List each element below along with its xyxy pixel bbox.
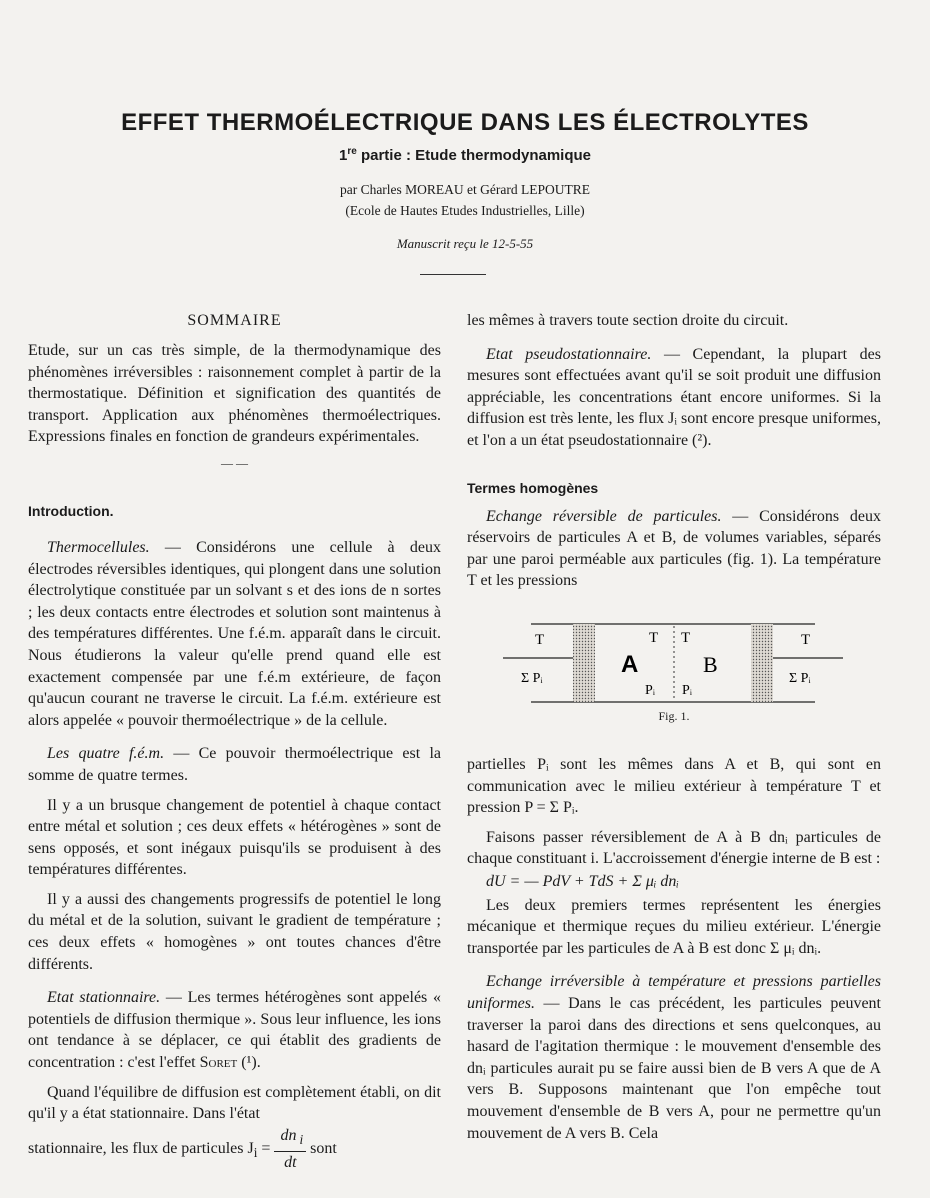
paragraph-faisons-passer: Faisons passer réversiblement de A à B dnᵢ particules de chaque constituant i. L'accroissement d'énergie interne de B est : [467, 828, 881, 868]
right-piston [751, 624, 773, 702]
authors: par Charles MOREAU et Gérard LEPOUTRE [339, 182, 591, 197]
title-divider [420, 274, 486, 275]
subtitle-ordinal: 1 [339, 147, 348, 164]
label-t-left: T [535, 632, 545, 648]
label-sum-left: Σ Pᵢ [521, 671, 543, 686]
label-t-a: T [649, 630, 659, 646]
article-subtitle [0, 146, 930, 164]
paragraph-deux-premiers-termes: Les deux premiers termes représentent les énergies mécanique et thermique reçues du milieu extérieur. L'énergie transportée par les particules de A à B est donc Σ μᵢ dnᵢ. [467, 896, 881, 957]
paragraph-quatre-fem: Les quatre f.é.m. — Ce pouvoir thermoélectrique est la somme de quatre termes. [28, 745, 441, 784]
received-date: Manuscrit reçu le 12-5-55 [396, 236, 534, 251]
left-piston [573, 624, 595, 702]
paragraph-pressions-partielles: partielles Pᵢ sont les mêmes dans A et B, qui sont en communication avec le milieu extérieur à température T et pression P = Σ Pᵢ. [467, 756, 881, 817]
figure-1-caption: Fig. 1. [658, 709, 690, 723]
label-t-b: T [681, 630, 691, 646]
right-column-upper [467, 310, 881, 592]
paragraph-pseudostationnaire: Etat pseudostationnaire. — Cependant, la plupart des mesures sont effectuées avant qu'il se soit produit une diffusion appréciable, les concentrations étant encore uniformes. Si la diffusion est très lente, les flux Jᵢ sont encore presque uniformes, et l'on a un état pseudostationnaire (²). [467, 345, 881, 449]
summary-text: Etude, sur un cas très simple, de la thermodynamique des phénomènes irréversibles : raisonnement complet à partir de la thermostatique. Définition et signification des quantités de transport. Application aux phénomènes thermoélectriques. Expressions finales en fonction de grandeurs expérimentales. [28, 342, 441, 446]
section-heading-termes-homogenes: Termes homogènes [467, 479, 599, 496]
energy-equation: dU = — PdV + TdS + Σ μᵢ dnᵢ [486, 872, 679, 890]
label-p-b: Pᵢ [682, 683, 693, 698]
affiliation: (Ecole de Hautes Etudes Industrielles, Lille) [345, 203, 585, 218]
flux-fraction: $\frac{dn _i}{dt}$ [274, 1125, 306, 1173]
paragraph-heterogenes: Il y a un brusque changement de potentiel à chaque contact entre métal et solution ; ces deux effets « hétérogènes » sont de sens opposés, et sont inégaux puisqu'ils se produisent à des températures différentes. [28, 796, 441, 879]
summary-title: SOMMAIRE [187, 312, 282, 329]
label-p-a: Pᵢ [645, 683, 656, 698]
summary-separator: — — [221, 455, 248, 470]
paragraph-equilibre: Quand l'équilibre de diffusion est complètement établi, on dit qu'il y a état stationnaire. Dans l'état [28, 1083, 441, 1123]
paragraph-section-droite: les mêmes à travers toute section droite du circuit. [467, 312, 789, 329]
left-column [28, 312, 441, 1173]
paragraph-echange-irreversible: Echange irréversible à température et pressions partielles uniformes. — Dans le cas précédent, les particules peuvent traverser la paroi dans des directions et sens quelconques, au hasard de l'agitation thermique : le mouvement d'ensemble des dnᵢ particules aurait pu se faire aussi bien de B vers A que de A vers B. Supposons maintenant que l'on empêche tout mouvement d'ensemble de B vers A, pour ne permettre qu'un mouvement de A vers B. Cela [467, 973, 881, 1142]
label-a: A [621, 651, 639, 678]
paragraph-thermocellules: Thermocellules. — Considérons une cellule à deux électrodes réversibles identiques, qui plongent dans une solution électrolytique constituée par un solvant s et des ions de n sortes ; les deux contacts entre électrodes et solution sont maintenus à des températures différentes. Une f.é.m. apparaît dans le circuit. Nous étudierons la valeur qu'elle prend quand elle est exactement compensée par une f.é.m extérieure, de façon qu'aucun courant ne traverse le circuit. La f.é.m. extérieure est alors appelée « pouvoir thermoélectrique » de la cellule. [28, 538, 441, 729]
label-b: B [703, 652, 718, 677]
paragraph-etat-stationnaire: Etat stationnaire. — Les termes hétérogènes sont appelés « potentiels de diffusion thermique ». Sous leur influence, les ions ont tendance à se déplacer, ce qui établit des gradients de concentration : c'est l'effet Soret (¹). [28, 989, 442, 1072]
paragraph-flux-equation: stationnaire, les flux de particules $J_i$ = $\frac{dn _i}{dt}$ sont [28, 1125, 441, 1173]
article-title: EFFET THERMOÉLECTRIQUE DANS LES ÉLECTROLYTES [121, 109, 809, 136]
subtitle-ordinal-suffix: re [347, 146, 357, 157]
paragraph-homogenes: Il y a aussi des changements progressifs de potentiel le long du métal et de la solution, suivant le gradient de température ; ces deux effets « homogènes » ont toutes chances d'être différents. [28, 890, 441, 973]
right-column-lower [467, 754, 881, 1144]
figure-1-diagram [503, 622, 845, 704]
intro-heading: Introduction. [28, 502, 114, 519]
paragraph-echange-reversible: Echange réversible de particules. — Considérons deux réservoirs de particules A et B, de volumes variables, séparés par une paroi perméable aux particules (fig. 1). La température T et les pressions [467, 507, 881, 590]
label-t-right: T [801, 632, 811, 648]
label-sum-right: Σ Pᵢ [789, 671, 811, 686]
subtitle-text: partie : Etude thermodynamique [356, 147, 591, 164]
